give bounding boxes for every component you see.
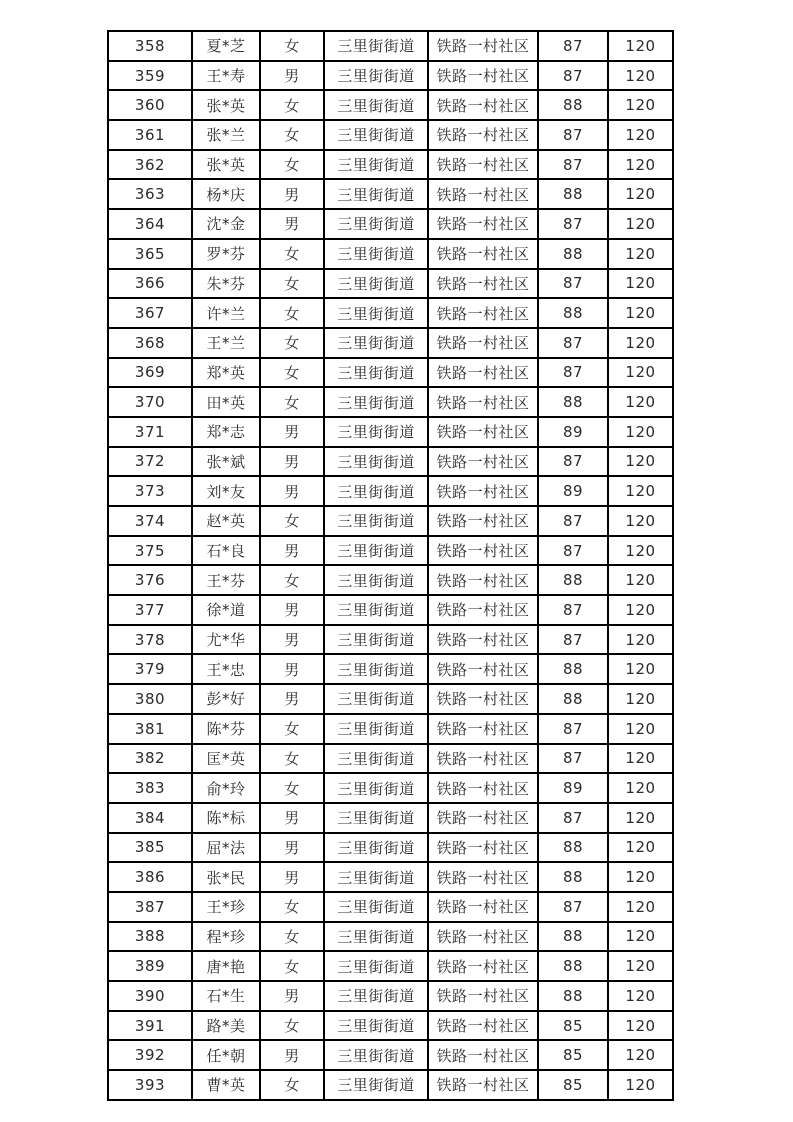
- cell-community: 铁路一村社区: [428, 387, 538, 417]
- table-row: [108, 892, 673, 922]
- cell-name: 张*英: [192, 150, 260, 180]
- cell-serial-number: 359: [108, 61, 192, 91]
- cell-amount: 120: [608, 298, 673, 328]
- table-row: [108, 506, 673, 536]
- cell-community: 铁路一村社区: [428, 447, 538, 477]
- cell-serial-number: 361: [108, 120, 192, 150]
- cell-amount: 120: [608, 328, 673, 358]
- cell-gender: 女: [260, 773, 324, 803]
- cell-amount: 120: [608, 654, 673, 684]
- cell-community: 铁路一村社区: [428, 922, 538, 952]
- cell-community: 铁路一村社区: [428, 803, 538, 833]
- cell-serial-number: 379: [108, 654, 192, 684]
- cell-serial-number: 360: [108, 90, 192, 120]
- cell-gender: 女: [260, 269, 324, 299]
- cell-name: 张*兰: [192, 120, 260, 150]
- cell-street: 三里街街道: [324, 328, 428, 358]
- cell-amount: 120: [608, 951, 673, 981]
- cell-name: 王*寿: [192, 61, 260, 91]
- cell-street: 三里街街道: [324, 239, 428, 269]
- cell-age: 87: [538, 209, 608, 239]
- cell-serial-number: 382: [108, 744, 192, 774]
- cell-age: 88: [538, 179, 608, 209]
- cell-name: 王*兰: [192, 328, 260, 358]
- cell-serial-number: 371: [108, 417, 192, 447]
- cell-serial-number: 364: [108, 209, 192, 239]
- table-row: [108, 1070, 673, 1100]
- cell-age: 88: [538, 239, 608, 269]
- cell-street: 三里街街道: [324, 447, 428, 477]
- cell-gender: 女: [260, 1070, 324, 1100]
- cell-community: 铁路一村社区: [428, 951, 538, 981]
- cell-amount: 120: [608, 239, 673, 269]
- cell-amount: 120: [608, 358, 673, 388]
- cell-gender: 男: [260, 862, 324, 892]
- cell-street: 三里街街道: [324, 31, 428, 61]
- cell-amount: 120: [608, 862, 673, 892]
- cell-age: 87: [538, 31, 608, 61]
- cell-amount: 120: [608, 506, 673, 536]
- cell-serial-number: 380: [108, 684, 192, 714]
- cell-amount: 120: [608, 476, 673, 506]
- cell-street: 三里街街道: [324, 358, 428, 388]
- table-row: [108, 239, 673, 269]
- cell-gender: 女: [260, 298, 324, 328]
- cell-street: 三里街街道: [324, 862, 428, 892]
- cell-street: 三里街街道: [324, 90, 428, 120]
- cell-age: 87: [538, 120, 608, 150]
- cell-gender: 女: [260, 328, 324, 358]
- cell-age: 88: [538, 951, 608, 981]
- cell-amount: 120: [608, 744, 673, 774]
- cell-serial-number: 381: [108, 714, 192, 744]
- cell-age: 88: [538, 654, 608, 684]
- cell-gender: 女: [260, 506, 324, 536]
- cell-serial-number: 390: [108, 981, 192, 1011]
- cell-name: 尤*华: [192, 625, 260, 655]
- table-row: [108, 150, 673, 180]
- cell-serial-number: 388: [108, 922, 192, 952]
- cell-street: 三里街街道: [324, 179, 428, 209]
- table-row: [108, 744, 673, 774]
- cell-serial-number: 368: [108, 328, 192, 358]
- cell-serial-number: 375: [108, 536, 192, 566]
- cell-community: 铁路一村社区: [428, 595, 538, 625]
- cell-community: 铁路一村社区: [428, 120, 538, 150]
- cell-amount: 120: [608, 120, 673, 150]
- cell-amount: 120: [608, 922, 673, 952]
- table-row: [108, 298, 673, 328]
- table-row: [108, 417, 673, 447]
- cell-serial-number: 365: [108, 239, 192, 269]
- cell-community: 铁路一村社区: [428, 565, 538, 595]
- cell-name: 郑*英: [192, 358, 260, 388]
- cell-serial-number: 383: [108, 773, 192, 803]
- cell-amount: 120: [608, 269, 673, 299]
- cell-name: 彭*好: [192, 684, 260, 714]
- cell-community: 铁路一村社区: [428, 179, 538, 209]
- cell-serial-number: 392: [108, 1040, 192, 1070]
- cell-serial-number: 377: [108, 595, 192, 625]
- cell-community: 铁路一村社区: [428, 358, 538, 388]
- cell-name: 程*珍: [192, 922, 260, 952]
- cell-amount: 120: [608, 31, 673, 61]
- cell-street: 三里街街道: [324, 922, 428, 952]
- cell-community: 铁路一村社区: [428, 298, 538, 328]
- cell-name: 王*芬: [192, 565, 260, 595]
- cell-serial-number: 387: [108, 892, 192, 922]
- cell-street: 三里街街道: [324, 506, 428, 536]
- table-row: [108, 358, 673, 388]
- cell-community: 铁路一村社区: [428, 417, 538, 447]
- cell-street: 三里街街道: [324, 387, 428, 417]
- cell-amount: 120: [608, 981, 673, 1011]
- cell-name: 俞*玲: [192, 773, 260, 803]
- cell-age: 89: [538, 476, 608, 506]
- cell-name: 王*忠: [192, 654, 260, 684]
- cell-serial-number: 384: [108, 803, 192, 833]
- cell-amount: 120: [608, 1070, 673, 1100]
- cell-community: 铁路一村社区: [428, 536, 538, 566]
- cell-street: 三里街街道: [324, 981, 428, 1011]
- cell-name: 张*斌: [192, 447, 260, 477]
- cell-serial-number: 389: [108, 951, 192, 981]
- cell-age: 87: [538, 358, 608, 388]
- cell-gender: 男: [260, 803, 324, 833]
- cell-amount: 120: [608, 595, 673, 625]
- cell-amount: 120: [608, 150, 673, 180]
- cell-gender: 女: [260, 565, 324, 595]
- roster-table-body: [108, 31, 673, 1100]
- cell-name: 沈*金: [192, 209, 260, 239]
- cell-name: 徐*道: [192, 595, 260, 625]
- cell-amount: 120: [608, 179, 673, 209]
- cell-street: 三里街街道: [324, 714, 428, 744]
- cell-age: 87: [538, 447, 608, 477]
- cell-community: 铁路一村社区: [428, 328, 538, 358]
- cell-age: 88: [538, 298, 608, 328]
- cell-street: 三里街街道: [324, 1011, 428, 1041]
- table-row: [108, 922, 673, 952]
- table-row: [108, 179, 673, 209]
- cell-gender: 男: [260, 447, 324, 477]
- cell-community: 铁路一村社区: [428, 1011, 538, 1041]
- cell-serial-number: 358: [108, 31, 192, 61]
- cell-gender: 女: [260, 31, 324, 61]
- cell-community: 铁路一村社区: [428, 684, 538, 714]
- cell-serial-number: 391: [108, 1011, 192, 1041]
- table-row: [108, 951, 673, 981]
- cell-name: 田*英: [192, 387, 260, 417]
- cell-name: 罗*芬: [192, 239, 260, 269]
- cell-gender: 男: [260, 833, 324, 863]
- cell-community: 铁路一村社区: [428, 61, 538, 91]
- cell-street: 三里街街道: [324, 1040, 428, 1070]
- cell-gender: 女: [260, 951, 324, 981]
- cell-amount: 120: [608, 625, 673, 655]
- table-row: [108, 565, 673, 595]
- cell-amount: 120: [608, 536, 673, 566]
- cell-serial-number: 374: [108, 506, 192, 536]
- cell-amount: 120: [608, 417, 673, 447]
- cell-amount: 120: [608, 447, 673, 477]
- cell-gender: 女: [260, 1011, 324, 1041]
- table-row: [108, 387, 673, 417]
- cell-street: 三里街街道: [324, 298, 428, 328]
- cell-name: 赵*英: [192, 506, 260, 536]
- cell-age: 85: [538, 1070, 608, 1100]
- cell-community: 铁路一村社区: [428, 476, 538, 506]
- cell-gender: 女: [260, 922, 324, 952]
- cell-age: 85: [538, 1040, 608, 1070]
- cell-name: 杨*庆: [192, 179, 260, 209]
- table-row: [108, 862, 673, 892]
- cell-age: 87: [538, 328, 608, 358]
- cell-age: 88: [538, 90, 608, 120]
- cell-name: 石*生: [192, 981, 260, 1011]
- cell-community: 铁路一村社区: [428, 625, 538, 655]
- cell-street: 三里街街道: [324, 476, 428, 506]
- cell-serial-number: 366: [108, 269, 192, 299]
- cell-name: 陈*标: [192, 803, 260, 833]
- cell-serial-number: 362: [108, 150, 192, 180]
- cell-amount: 120: [608, 565, 673, 595]
- cell-community: 铁路一村社区: [428, 90, 538, 120]
- cell-street: 三里街街道: [324, 1070, 428, 1100]
- table-row: [108, 120, 673, 150]
- cell-community: 铁路一村社区: [428, 892, 538, 922]
- cell-amount: 120: [608, 714, 673, 744]
- cell-name: 任*朝: [192, 1040, 260, 1070]
- table-row: [108, 1040, 673, 1070]
- cell-street: 三里街街道: [324, 684, 428, 714]
- cell-name: 曹*英: [192, 1070, 260, 1100]
- cell-gender: 男: [260, 1040, 324, 1070]
- cell-street: 三里街街道: [324, 417, 428, 447]
- cell-community: 铁路一村社区: [428, 862, 538, 892]
- cell-amount: 120: [608, 684, 673, 714]
- cell-gender: 男: [260, 179, 324, 209]
- cell-serial-number: 363: [108, 179, 192, 209]
- cell-age: 88: [538, 387, 608, 417]
- cell-name: 许*兰: [192, 298, 260, 328]
- cell-gender: 女: [260, 90, 324, 120]
- cell-age: 87: [538, 150, 608, 180]
- cell-amount: 120: [608, 803, 673, 833]
- cell-gender: 女: [260, 239, 324, 269]
- cell-street: 三里街街道: [324, 595, 428, 625]
- cell-age: 87: [538, 625, 608, 655]
- table-row: [108, 269, 673, 299]
- cell-serial-number: 386: [108, 862, 192, 892]
- cell-gender: 男: [260, 61, 324, 91]
- table-row: [108, 773, 673, 803]
- cell-street: 三里街街道: [324, 773, 428, 803]
- cell-community: 铁路一村社区: [428, 269, 538, 299]
- cell-street: 三里街街道: [324, 654, 428, 684]
- cell-amount: 120: [608, 1011, 673, 1041]
- cell-gender: 男: [260, 417, 324, 447]
- cell-amount: 120: [608, 833, 673, 863]
- table-row: [108, 1011, 673, 1041]
- cell-name: 夏*芝: [192, 31, 260, 61]
- cell-gender: 女: [260, 358, 324, 388]
- cell-serial-number: 373: [108, 476, 192, 506]
- cell-name: 唐*艳: [192, 951, 260, 981]
- cell-age: 87: [538, 892, 608, 922]
- cell-age: 88: [538, 565, 608, 595]
- cell-age: 87: [538, 269, 608, 299]
- cell-gender: 女: [260, 714, 324, 744]
- cell-amount: 120: [608, 61, 673, 91]
- cell-community: 铁路一村社区: [428, 714, 538, 744]
- cell-serial-number: 393: [108, 1070, 192, 1100]
- cell-street: 三里街街道: [324, 803, 428, 833]
- cell-street: 三里街街道: [324, 120, 428, 150]
- cell-street: 三里街街道: [324, 951, 428, 981]
- cell-community: 铁路一村社区: [428, 1040, 538, 1070]
- cell-amount: 120: [608, 1040, 673, 1070]
- cell-age: 87: [538, 744, 608, 774]
- table-row: [108, 714, 673, 744]
- cell-name: 路*美: [192, 1011, 260, 1041]
- table-row: [108, 833, 673, 863]
- cell-age: 87: [538, 714, 608, 744]
- cell-age: 88: [538, 981, 608, 1011]
- cell-name: 朱*芬: [192, 269, 260, 299]
- cell-name: 王*珍: [192, 892, 260, 922]
- cell-age: 85: [538, 1011, 608, 1041]
- cell-community: 铁路一村社区: [428, 506, 538, 536]
- cell-name: 匡*英: [192, 744, 260, 774]
- cell-street: 三里街街道: [324, 536, 428, 566]
- cell-age: 87: [538, 536, 608, 566]
- cell-community: 铁路一村社区: [428, 833, 538, 863]
- cell-gender: 男: [260, 595, 324, 625]
- table-row: [108, 684, 673, 714]
- cell-name: 郑*志: [192, 417, 260, 447]
- cell-gender: 女: [260, 150, 324, 180]
- table-row: [108, 476, 673, 506]
- cell-serial-number: 372: [108, 447, 192, 477]
- cell-gender: 男: [260, 981, 324, 1011]
- cell-age: 87: [538, 506, 608, 536]
- cell-amount: 120: [608, 387, 673, 417]
- cell-amount: 120: [608, 773, 673, 803]
- cell-amount: 120: [608, 892, 673, 922]
- cell-age: 87: [538, 595, 608, 625]
- cell-name: 陈*芬: [192, 714, 260, 744]
- cell-gender: 女: [260, 892, 324, 922]
- cell-street: 三里街街道: [324, 833, 428, 863]
- cell-serial-number: 378: [108, 625, 192, 655]
- cell-gender: 女: [260, 120, 324, 150]
- cell-gender: 女: [260, 744, 324, 774]
- cell-age: 87: [538, 803, 608, 833]
- cell-community: 铁路一村社区: [428, 239, 538, 269]
- cell-age: 88: [538, 922, 608, 952]
- cell-age: 89: [538, 773, 608, 803]
- cell-community: 铁路一村社区: [428, 1070, 538, 1100]
- cell-community: 铁路一村社区: [428, 150, 538, 180]
- cell-age: 88: [538, 833, 608, 863]
- table-row: [108, 328, 673, 358]
- cell-gender: 男: [260, 476, 324, 506]
- cell-street: 三里街街道: [324, 744, 428, 774]
- cell-serial-number: 385: [108, 833, 192, 863]
- cell-community: 铁路一村社区: [428, 773, 538, 803]
- cell-name: 石*良: [192, 536, 260, 566]
- cell-gender: 男: [260, 684, 324, 714]
- cell-community: 铁路一村社区: [428, 654, 538, 684]
- cell-community: 铁路一村社区: [428, 981, 538, 1011]
- table-row: [108, 654, 673, 684]
- table-row: [108, 31, 673, 61]
- cell-name: 张*英: [192, 90, 260, 120]
- cell-gender: 男: [260, 625, 324, 655]
- cell-name: 刘*友: [192, 476, 260, 506]
- cell-street: 三里街街道: [324, 150, 428, 180]
- cell-street: 三里街街道: [324, 625, 428, 655]
- table-row: [108, 90, 673, 120]
- cell-serial-number: 367: [108, 298, 192, 328]
- table-row: [108, 625, 673, 655]
- cell-gender: 男: [260, 654, 324, 684]
- cell-street: 三里街街道: [324, 61, 428, 91]
- cell-gender: 女: [260, 387, 324, 417]
- table-row: [108, 61, 673, 91]
- cell-street: 三里街街道: [324, 209, 428, 239]
- cell-name: 屈*法: [192, 833, 260, 863]
- cell-community: 铁路一村社区: [428, 209, 538, 239]
- cell-serial-number: 369: [108, 358, 192, 388]
- table-row: [108, 803, 673, 833]
- roster-table: [107, 30, 674, 1101]
- table-row: [108, 981, 673, 1011]
- cell-age: 88: [538, 684, 608, 714]
- cell-gender: 男: [260, 209, 324, 239]
- table-row: [108, 536, 673, 566]
- cell-age: 87: [538, 61, 608, 91]
- cell-amount: 120: [608, 209, 673, 239]
- cell-street: 三里街街道: [324, 565, 428, 595]
- table-row: [108, 209, 673, 239]
- table-row: [108, 447, 673, 477]
- cell-serial-number: 370: [108, 387, 192, 417]
- table-row: [108, 595, 673, 625]
- cell-name: 张*民: [192, 862, 260, 892]
- cell-age: 88: [538, 862, 608, 892]
- cell-serial-number: 376: [108, 565, 192, 595]
- cell-amount: 120: [608, 90, 673, 120]
- cell-street: 三里街街道: [324, 892, 428, 922]
- cell-community: 铁路一村社区: [428, 744, 538, 774]
- cell-community: 铁路一村社区: [428, 31, 538, 61]
- cell-street: 三里街街道: [324, 269, 428, 299]
- cell-age: 89: [538, 417, 608, 447]
- cell-gender: 男: [260, 536, 324, 566]
